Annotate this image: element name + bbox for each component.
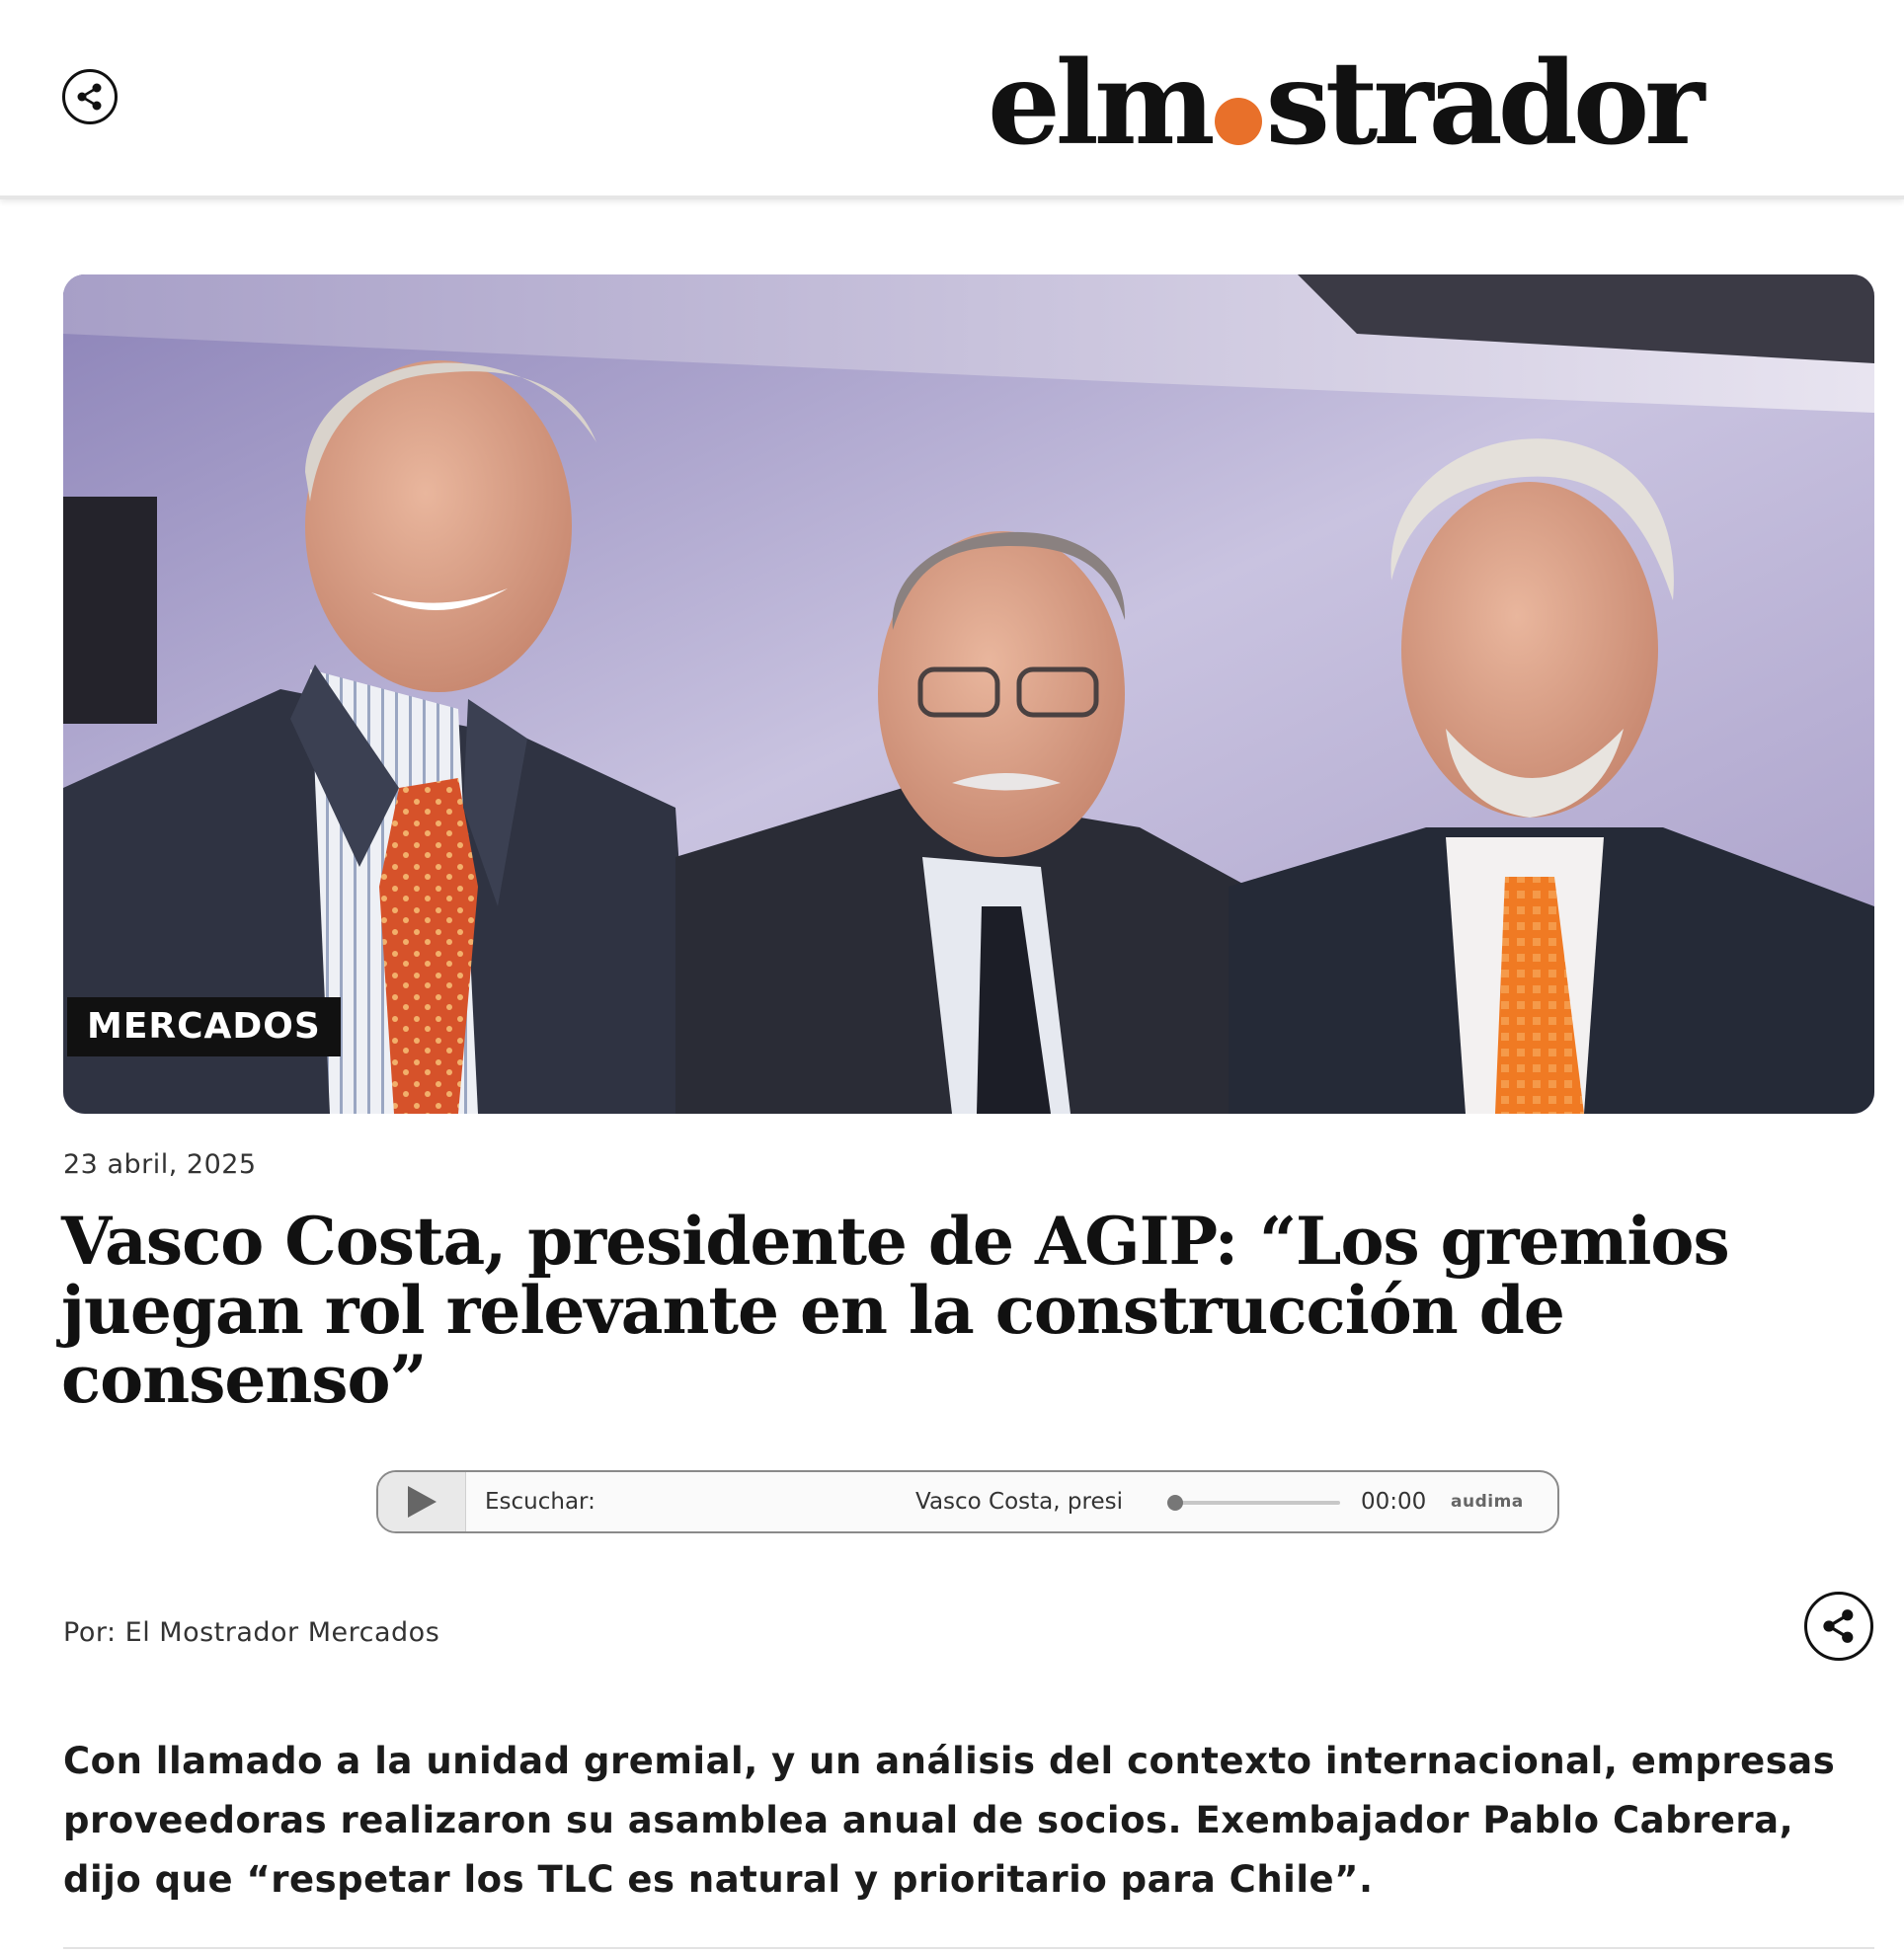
hero-image [63,274,1874,1114]
share-icon [1819,1606,1859,1646]
logo-text-left: elm [988,37,1211,171]
share-button[interactable] [62,69,118,124]
seek-bar[interactable] [1172,1501,1340,1505]
playback-time: 00:00 [1361,1489,1427,1515]
site-logo[interactable] [988,37,1701,171]
site-header [0,0,1904,199]
logo-dot [1215,98,1262,145]
article-headline: Vasco Costa, presidente de AGIP: “Los gremios juegan rol relevante en la construcción de consenso” [61,1203,1729,1418]
logo-text-right: strador [1265,37,1701,171]
share-icon [74,81,106,113]
play-button[interactable] [378,1472,466,1531]
share-article-button[interactable] [1804,1592,1873,1661]
seek-handle[interactable] [1167,1495,1183,1511]
divider [63,1947,1874,1949]
article-lead: Con llamado a la unidad gremial, y un análisis del contexto internacional, empresas proveedoras realizaron su asamblea anual de socios. Exembajador Pablo Cabrera, dijo que “respetar los TLC es natural y prioritario para Chile”. [63,1740,1836,1901]
audio-player [376,1470,1559,1533]
category-badge[interactable]: MERCADOS [67,997,341,1056]
article-date: 23 abril, 2025 [63,1149,257,1180]
track-title: Vasco Costa, presi [915,1489,1123,1515]
article-byline[interactable]: Por: El Mostrador Mercados [63,1617,440,1648]
player-brand-logo[interactable]: audima [1451,1492,1524,1512]
play-icon [405,1484,438,1520]
listen-label: Escuchar: [485,1489,595,1515]
